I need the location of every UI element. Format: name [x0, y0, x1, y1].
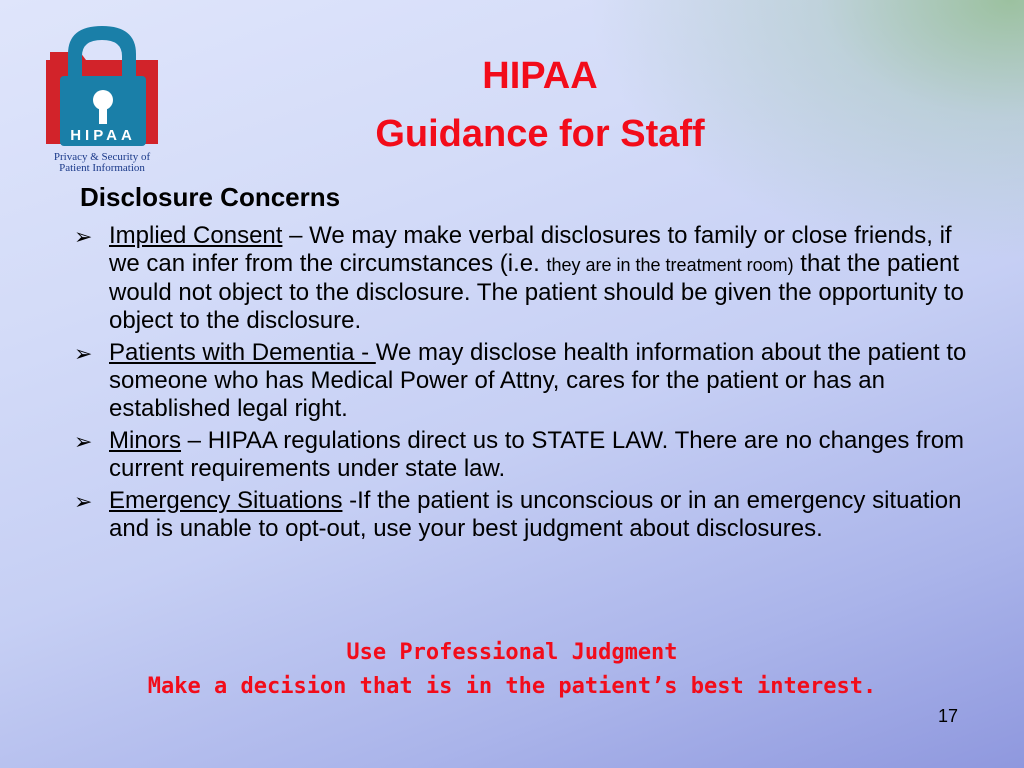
hipaa-logo: [36, 18, 172, 178]
arrow-bullet-icon: ➢: [74, 489, 93, 514]
slide-title-line1: HIPAA: [482, 55, 598, 97]
item-text: We may disclose health information about the patient to someone who has Medical Power of Attny, cares for the patient or has an established legal right.: [109, 339, 967, 422]
arrow-bullet-icon: ➢: [74, 224, 93, 249]
item-term: Emergency Situations: [109, 487, 343, 514]
logo-caption-line1: Privacy & Security of: [53, 151, 151, 163]
logo-hipaa-text: HIPAA: [70, 127, 136, 144]
judgment-line1: Use Professional Judgment: [346, 640, 678, 665]
list-item: [72, 427, 972, 483]
page-number: 17: [938, 706, 959, 726]
arrow-bullet-icon: ➢: [74, 429, 93, 454]
item-text: -If the patient is unconscious or in an emergency situation and is unable to opt-out, use your best judgment about disclosures.: [109, 487, 962, 542]
slide-title-line2: Guidance for Staff: [375, 113, 705, 155]
arrow-bullet-icon: ➢: [74, 341, 93, 366]
judgment-line2: Make a decision that is in the patient’s best interest.: [147, 674, 877, 699]
list-item: [72, 222, 972, 335]
item-term: Patients with Dementia -: [109, 339, 376, 366]
item-text-b: that the patient would not object to the disclosure. The patient should be given the opportunity to object to the disclosure.: [109, 250, 964, 334]
item-term: Implied Consent: [109, 222, 283, 249]
list-item: [72, 487, 972, 543]
logo-caption-line2: Patient Information: [59, 162, 145, 174]
item-term: Minors: [109, 427, 182, 454]
logo-keyhole-slot: [99, 104, 107, 124]
item-text: – We may make verbal disclosures to family or close friends, if we can infer from the circumstances (i.e.: [109, 222, 952, 277]
item-small-text: they are in the treatment room): [546, 255, 794, 275]
section-heading: Disclosure Concerns: [80, 182, 341, 212]
list-item: [72, 339, 972, 423]
bullet-list: [72, 222, 972, 547]
item-text: – HIPAA regulations direct us to STATE LAW. There are no changes from current requirements under state law.: [109, 427, 965, 482]
